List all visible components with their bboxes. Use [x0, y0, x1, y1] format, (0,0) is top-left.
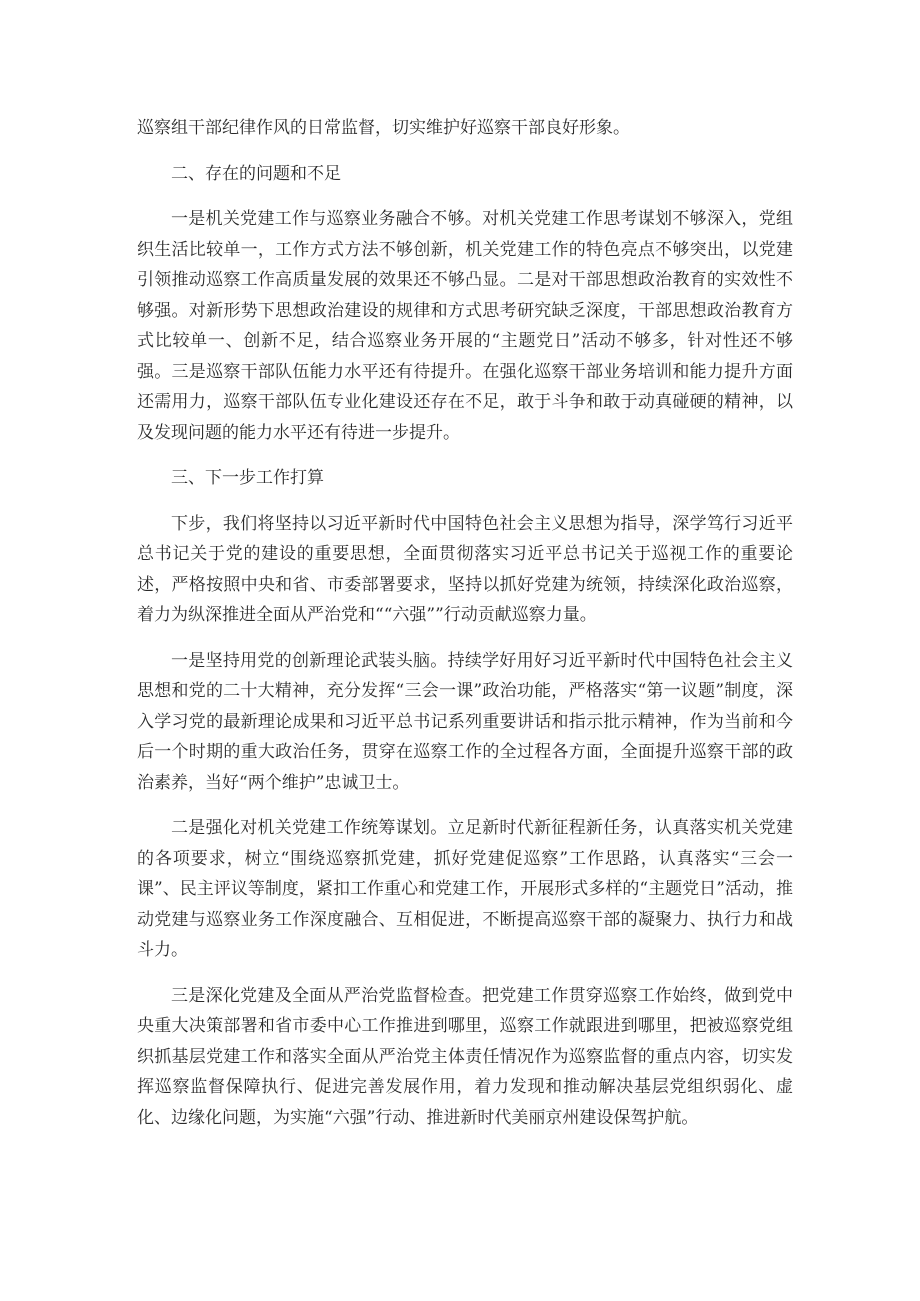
- section-heading-next-steps: 三、下一步工作打算: [171, 468, 324, 488]
- paragraph-continuation: 巡察组干部纪律作风的日常监督，切实维护好巡察干部良好形象。: [137, 118, 630, 138]
- paragraph-plan-three: 三是深化党建及全面从严治党监督检查。把党建工作贯穿巡察工作始终，做到党中央重大决策部署和省市委中心工作推进到哪里，巡察工作就跟进到哪里，把被巡察党组织抓基层党建工作和落实全面从严治党主体责任情况作为巡察监督的重点内容，切实发挥巡察监督保障执行、促进完善发展作用，着力发现和推动解决基层党组织弱化、虚化、边缘化问题，为实施“六强”行动、推进新时代美丽京州建设保驾护航。: [137, 985, 793, 1128]
- document-body: [137, 113, 793, 1148]
- paragraph-plan-two: 二是强化对机关党建工作统筹谋划。立足新时代新征程新任务，认真落实机关党建的各项要求，树立“围绕巡察抓党建，抓好党建促巡察”工作思路，认真落实“三会一课”、民主评议等制度，紧扣工作重心和党建工作，开展形式多样的“主题党日”活动，推动党建与巡察业务工作深度融合、互相促进，不断提高巡察干部的凝聚力、执行力和战斗力。: [137, 818, 793, 960]
- paragraph-next-steps-intro: 下步，我们将坚持以习近平新时代中国特色社会主义思想为指导，深学笃行习近平总书记关于党的建设的重要思想，全面贯彻落实习近平总书记关于巡视工作的重要论述，严格按照中央和省、市委部署要求，坚持以抓好党建为统领，持续深化政治巡察，着力为纵深推进全面从严治党和““六强””行动贡献巡察力量。: [137, 513, 793, 625]
- section-heading-problems: 二、存在的问题和不足: [171, 163, 341, 184]
- paragraph-problems: 一是机关党建工作与巡察业务融合不够。对机关党建工作思考谋划不够深入，党组织生活比较单一，工作方式方法不够创新，机关党建工作的特色亮点不够突出，以党建引领推动巡察工作高质量发展的效果还不够凸显。二是对干部思想政治教育的实效性不够强。对新形势下思想政治建设的规律和方式思考研究缺乏深度，干部思想政治教育方式比较单一、创新不足，结合巡察业务开展的“主题党日”活动不够多，针对性还不够强。三是巡察干部队伍能力水平还有待提升。在强化巡察干部业务培训和能力提升方面还需用力，巡察干部队伍专业化建设还存在不足，敢于斗争和敢于动真碰硬的精神，以及发现问题的能力水平还有待进一步提升。: [137, 209, 793, 443]
- paragraph-plan-one: 一是坚持用党的创新理论武装头脑。持续学好用好习近平新时代中国特色社会主义思想和党的二十大精神，充分发挥“三会一课”政治功能，严格落实“第一议题”制度，深入学习党的最新理论成果和习近平总书记系列重要讲话和指示批示精神，作为当前和今后一个时期的重大政治任务，贯穿在巡察工作的全过程各方面，全面提升巡察干部的政治素养，当好“两个维护”忠诚卫士。: [137, 650, 793, 793]
